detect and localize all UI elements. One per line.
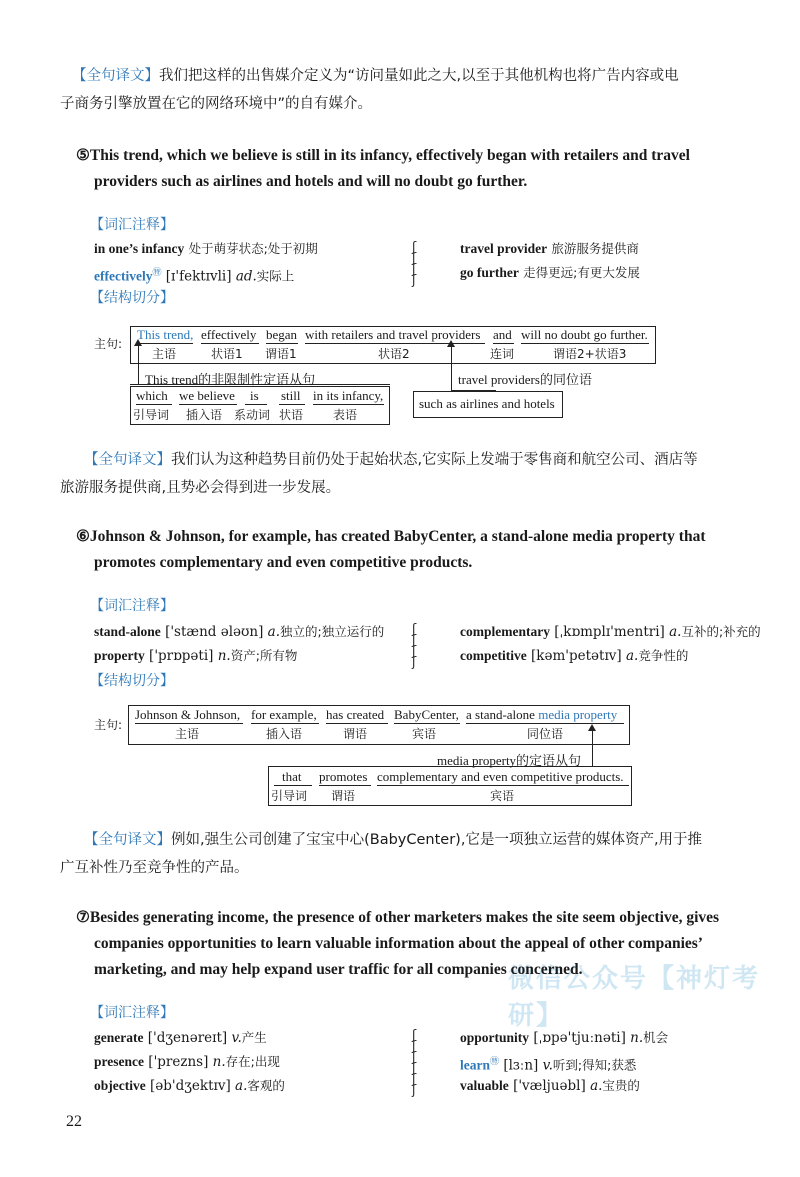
vocab-meaning: 走得更远;有更大发展 (523, 265, 640, 280)
vocab-pos: a. (590, 1078, 603, 1094)
translation-tag: 【全句译文】 (72, 68, 159, 84)
squiggle-divider: ʃ ʃ ʃ ʃ (411, 622, 417, 670)
vocab-pos: n. (212, 1054, 226, 1070)
translation-tag: 【全句译文】 (84, 832, 171, 848)
segment-label: 表语 (333, 408, 358, 422)
vocab-entry (460, 1026, 668, 1050)
structure-heading: 【结构切分】 (90, 673, 174, 689)
sentence-line: providers such as airlines and hotels and will no doubt go further. (94, 173, 528, 190)
vocab-pos: v. (542, 1057, 553, 1074)
vocab-word: objective (94, 1078, 146, 1093)
segment-text: for example, (251, 707, 317, 722)
translation-6 (60, 826, 784, 882)
segment-text: This trend, (137, 327, 194, 342)
vocab-pron: ['prezns] (148, 1054, 209, 1070)
segment-text: is (250, 388, 259, 403)
segment-label: 引导词 (133, 408, 170, 422)
main-clause-label: 主句: (94, 718, 123, 732)
vocab-pron: ['stænd ələʊn] (165, 624, 264, 640)
relative-clause-note: This trend的非限制性定语从句 (145, 372, 316, 387)
segment-underline (377, 785, 629, 786)
vocab-word: property (94, 648, 145, 663)
segment-underline (274, 785, 312, 786)
segment-label: 谓语 (343, 727, 368, 741)
vocab-entry (94, 1026, 267, 1050)
vocab-pron: [ɪ'fektɪvli] (165, 268, 232, 285)
sentence-line: companies opportunities to learn valuable information about the appeal of other companies’ (94, 935, 703, 952)
vocab-pron: ['prɒpəti] (149, 648, 214, 664)
vocab-meaning: 资产;所有物 (230, 648, 298, 663)
sentence-number: ⑥ (76, 528, 90, 545)
vocab-heading: 【词汇注释】 (90, 1005, 174, 1021)
segment-underline (319, 785, 371, 786)
structure-heading: 【结构切分】 (90, 290, 174, 306)
vocab-pos: ad. (235, 268, 257, 285)
vocab-pron: [əb'dʒektɪv] (150, 1078, 231, 1094)
segment-text: complementary and even competitive products. (377, 769, 624, 784)
segment-underline (326, 723, 388, 724)
translation-line: 我们把这样的出售媒介定义为“访问量如此之大,以至于其他机构也将广告内容或电 (159, 68, 679, 84)
segment-text: with retailers and travel providers (305, 327, 481, 342)
segment-label: 插入语 (266, 727, 303, 741)
vocab-pos: v. (231, 1030, 242, 1046)
sentence-7 (76, 905, 776, 983)
vocab-meaning: 竞争性的 (638, 648, 689, 663)
segment-text: in its infancy, (313, 388, 384, 403)
segment-label: 主语 (175, 727, 200, 741)
appositive-note: travel providers的同位语 (458, 372, 592, 387)
vocab-meaning: 机会 (643, 1030, 669, 1045)
vocab-meaning: 听到;得知;获悉 (552, 1057, 637, 1073)
vocab-word: in one’s infancy (94, 241, 185, 256)
vocab-pron: ['væljuəbl] (513, 1078, 586, 1094)
segment-text: still (281, 388, 301, 403)
vocab-word: complementary (460, 624, 550, 639)
vocab-pos: a. (267, 624, 280, 640)
segment-text: effectively (201, 327, 257, 342)
segment-label: 状语1 (211, 347, 243, 361)
vocab-pos: a. (669, 624, 682, 640)
star-icon: ㊕ (152, 268, 162, 278)
page-number: 22 (66, 1113, 82, 1130)
vocab-word: go further (460, 265, 519, 280)
vocab-meaning: 客观的 (247, 1078, 285, 1093)
translation-line: 旅游服务提供商,且势必会得到进一步发展。 (60, 480, 341, 496)
segment-highlight: media property (538, 707, 618, 722)
translation-line: 例如,强生公司创建了宝宝中心(BabyCenter),它是一项独立运营的媒体资产,用于推 (171, 832, 703, 848)
sentence-line: Besides generating income, the presence of other marketers makes the site seem objective, gives (89, 909, 720, 926)
vocab-heading: 【词汇注释】 (90, 598, 174, 614)
segment-text: and (493, 327, 512, 342)
vocab-word: opportunity (460, 1030, 530, 1045)
segment-text: BabyCenter, (394, 707, 459, 722)
vocab-meaning: 实际上 (256, 268, 295, 284)
watermark: 微信公众号【神灯考研】 (508, 964, 761, 1031)
squiggle-divider: ʃ ʃ ʃ ʃ ʃ ʃ (411, 1028, 417, 1098)
segment-label: 宾语 (490, 789, 515, 803)
sentence-number: ⑦ (76, 909, 90, 926)
segment-text: has created (326, 707, 385, 722)
vocab-word: competitive (460, 648, 527, 663)
main-clause-label: 主句: (94, 337, 123, 351)
segment-label: 同位语 (527, 727, 564, 741)
segment-label: 引导词 (271, 789, 308, 803)
segment-text: which (136, 388, 168, 403)
vocab-pron: [ˌɒpə'tjuːnəti] (533, 1030, 626, 1046)
segment-text: a stand-alone (466, 707, 535, 722)
segment-label: 插入语 (186, 408, 223, 422)
vocab-word: learn (460, 1057, 490, 1073)
vocab-entry (94, 1074, 285, 1098)
segment-underline (394, 723, 460, 724)
vocab-pos: a. (625, 648, 639, 664)
connector-line (592, 730, 593, 767)
sentence-line: Johnson & Johnson, for example, has created BabyCenter, a stand-alone media property that (89, 528, 706, 545)
translation-tag: 【全句译文】 (84, 452, 171, 468)
segment-label: 状语2 (378, 347, 410, 361)
vocab-word: presence (94, 1054, 144, 1069)
vocab-pron: [lɜːn] (503, 1057, 539, 1074)
sentence-line: promotes complementary and even competitive products. (94, 554, 473, 571)
vocab-pos: n. (217, 648, 231, 664)
appositive-text: such as airlines and hotels (419, 396, 555, 411)
vocab-meaning: 互补的;补充的 (681, 624, 761, 639)
vocab-word: stand-alone (94, 624, 161, 639)
segment-text: that (282, 769, 302, 784)
vocab-pos: n. (630, 1030, 644, 1046)
segment-label: 主语 (152, 347, 177, 361)
vocab-meaning: 宝贵的 (602, 1078, 640, 1093)
segment-label: 谓语1 (265, 347, 297, 361)
vocab-meaning: 独立的;独立运行的 (279, 624, 385, 639)
vocab-meaning: 产生 (241, 1030, 267, 1045)
segment-label: 状语 (279, 408, 304, 422)
vocab-meaning: 旅游服务提供商 (551, 241, 639, 256)
segment-label: 谓语2+状语3 (553, 347, 627, 361)
vocab-pron: [ˌkɒmplɪ'mentri] (554, 624, 665, 640)
vocab-heading: 【词汇注释】 (90, 217, 174, 233)
segment-text: began (266, 327, 298, 342)
sentence-line: This trend, which we believe is still in its infancy, effectively began with retailers and travel (89, 147, 690, 164)
relative-clause-note: media property的定语从句 (437, 753, 582, 768)
vocab-word: effectively (94, 268, 153, 284)
sentence-line: marketing, and may help expand user traffic for all companies concerned. (94, 961, 583, 978)
segment-underline (466, 723, 624, 724)
vocab-word: valuable (460, 1078, 509, 1093)
vocab-pron: ['dʒenəreɪt] (147, 1030, 228, 1046)
vocab-meaning: 处于萌芽状态;处于初期 (188, 241, 318, 256)
star-icon: ㊕ (490, 1057, 500, 1067)
vocab-pron: [kəm'petətɪv] (531, 648, 622, 664)
segment-label: 系动词 (234, 408, 271, 422)
translation-line: 我们认为这种趋势目前仍处于起始状态,它实际上发端于零售商和航空公司、酒店等 (171, 452, 698, 468)
segment-text: will no doubt go further. (521, 327, 648, 342)
vocab-word: generate (94, 1030, 144, 1045)
segment-label: 谓语 (331, 789, 356, 803)
segment-label: 连词 (490, 347, 515, 361)
arrow-icon (588, 724, 596, 731)
vocab-meaning: 存在;出现 (225, 1054, 280, 1069)
segment-label: 宾语 (412, 727, 437, 741)
squiggle-divider: ʃ ʃ ʃ ʃ (411, 240, 417, 288)
vocab-entry (94, 1050, 280, 1074)
sentence-number: ⑤ (76, 147, 90, 164)
vocab-word: travel provider (460, 241, 548, 256)
vocab-entry (460, 1074, 640, 1098)
translation-line: 广互补性乃至竞争性的产品。 (60, 860, 249, 876)
vocab-pos: a. (235, 1078, 248, 1094)
segment-underline (135, 723, 243, 724)
segment-text: we believe (179, 388, 235, 403)
segment-text: promotes (319, 769, 368, 784)
translation-line: 子商务引擎放置在它的网络环境中”的自有媒介。 (60, 96, 373, 112)
segment-text: Johnson & Johnson, (135, 707, 241, 722)
segment-underline (251, 723, 319, 724)
